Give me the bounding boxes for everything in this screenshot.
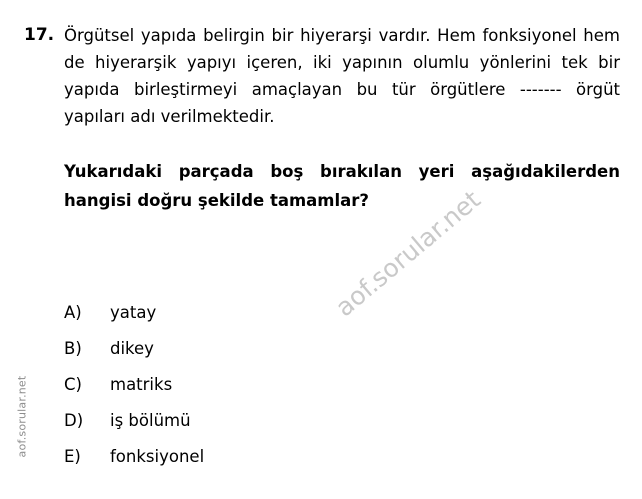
question-prompt: Yukarıdaki parçada boş bırakılan yeri aşağıdakilerden hangisi doğru şekilde tamamlar? <box>64 162 620 210</box>
option-b[interactable] <box>64 339 564 375</box>
option-b-label: dikey <box>110 339 154 358</box>
question-text: Örgütsel yapıda belirgin bir hiyerarşi vardır. Hem fonksiyonel hem de hiyerarşik yapıyı içeren, iki yapının olumlu yönlerini tek bir yapıda birleştirmeyi amaçlayan bu tür örgütlere ------- örgüt yapıları adı verilmektedir. <box>64 26 620 126</box>
question-row <box>24 22 620 130</box>
option-a[interactable] <box>64 303 564 339</box>
option-e-letter: E) <box>64 447 81 466</box>
option-b-letter: B) <box>64 339 82 358</box>
option-d[interactable] <box>64 411 564 447</box>
option-a-letter: A) <box>64 303 82 322</box>
option-d-letter: D) <box>64 411 84 430</box>
option-c-label: matriks <box>110 375 173 394</box>
diagonal-watermark: aof.sorular.net <box>330 184 486 323</box>
side-watermark: aof.sorular.net <box>15 375 29 458</box>
option-e[interactable] <box>64 447 564 483</box>
option-e-label: fonksiyonel <box>110 447 205 466</box>
question-number: 17. <box>24 25 55 45</box>
option-c-letter: C) <box>64 375 82 394</box>
option-a-label: yatay <box>110 303 157 322</box>
question-block <box>24 22 620 215</box>
prompt-row <box>24 130 620 215</box>
option-d-label: iş bölümü <box>110 411 191 430</box>
options-list <box>64 303 564 483</box>
option-c[interactable] <box>64 375 564 411</box>
